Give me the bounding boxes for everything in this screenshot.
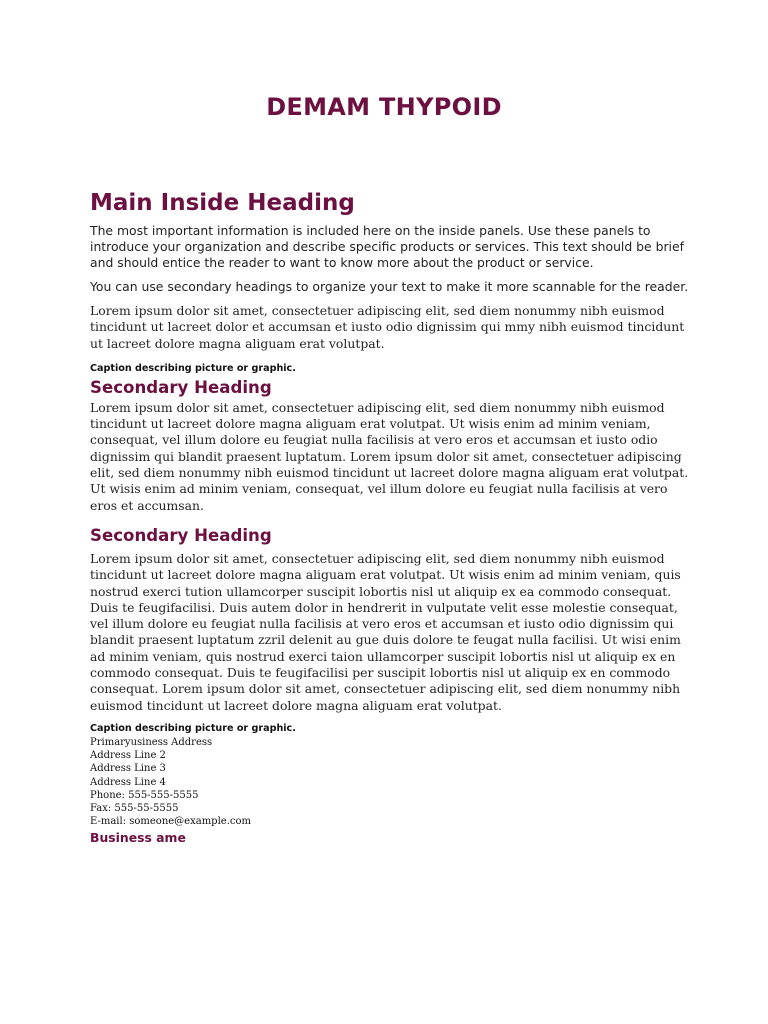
business-name: Business ame [90, 830, 186, 846]
intro-paragraph: You can use secondary headings to organize your text to make it more scannable for the reader. [90, 279, 689, 294]
fax-line: Fax: 555-55-5555 [90, 802, 179, 814]
main-heading: Main Inside Heading [90, 190, 355, 216]
contact-block [90, 736, 690, 846]
phone-line: Phone: 555-555-5555 [90, 789, 199, 801]
body-paragraph: Lorem ipsum dolor sit amet, consectetuer adipiscing elit, sed diem nonummy nibh euismod tincidunt ut lacreet dolore magna aliguam erat volutpat. Ut wisis enim ad minim veniam, quis nostrud exerci tution ullamcorper suscipit lobortis nisl ut aliquip ex ea commodo consequat. Duis te feugifacilisi. Duis autem dolor in hendrerit in vulputate velit esse molestie consequat, vel illum dolore eu feugiat nulla facilisis at vero eros et accumsan et iusto odio dignissim qui blandit praesent luptatum zzril delenit au gue duis dolore te feugat nulla facilisi. Ut wisi enim ad minim veniam, quis nostrud exerci taion ullamcorper suscipit lobortis nisl ut aliquip ex en commodo consequat. Duis te feugifacilisi per suscipit lobortis nisl ut aliquip ex en commodo consequat. Lorem ipsum dolor sit amet, consectetuer adipiscing elit, sed diem nonummy nibh euismod tincidunt ut lacreet dolore magna aliguam erat volutpat. [90, 550, 681, 713]
body-paragraph: Lorem ipsum dolor sit amet, consectetuer adipiscing elit, sed diem nonummy nibh euismod tincidunt ut lacreet dolor et accumsan et iusto odio dignissim qui mmy nibh euismod tincidunt ut lacreet dolore magna aliguam erat volutpat. [90, 303, 685, 351]
address-line: Address Line 4 [90, 776, 166, 788]
picture-caption: Caption describing picture or graphic. [90, 722, 296, 734]
document-body [90, 187, 690, 846]
body-paragraph: Lorem ipsum dolor sit amet, consectetuer adipiscing elit, sed diem nonummy nibh euismod tincidunt ut lacreet dolore magna aliguam erat volutpat. Ut wisis enim ad minim veniam, consequat, vel illum dolore eu feugiat nulla facilisis at vero eros et accumsan et iusto odio dignissim qui blandit praesent luptatum. Lorem ipsum dolor sit amet, consectetuer adipiscing elit, sed diem nonummy nibh euismod tincidunt ut lacreet dolore magna aliguam erat volutpat. Ut wisis enim ad minim veniam, consequat, vel illum dolore eu feugiat nulla facilisis at vero eros et accumsan. [90, 399, 689, 513]
page-title: DEMAM THYPOID [266, 93, 502, 121]
address-line: Address Line 3 [90, 763, 166, 775]
intro-paragraph: The most important information is included here on the inside panels. Use these panels to introduce your organization and describe specific products or services. This text should be brief and should entice the reader to want to know more about the product or service. [90, 223, 684, 270]
address-line: Primaryusiness Address [90, 736, 213, 748]
picture-caption: Caption describing picture or graphic. [90, 362, 296, 374]
address-line: Address Line 2 [90, 750, 166, 762]
secondary-heading: Secondary Heading [90, 377, 272, 397]
secondary-heading: Secondary Heading [90, 525, 272, 545]
email-line: E-mail: someone@example.com [90, 816, 251, 828]
